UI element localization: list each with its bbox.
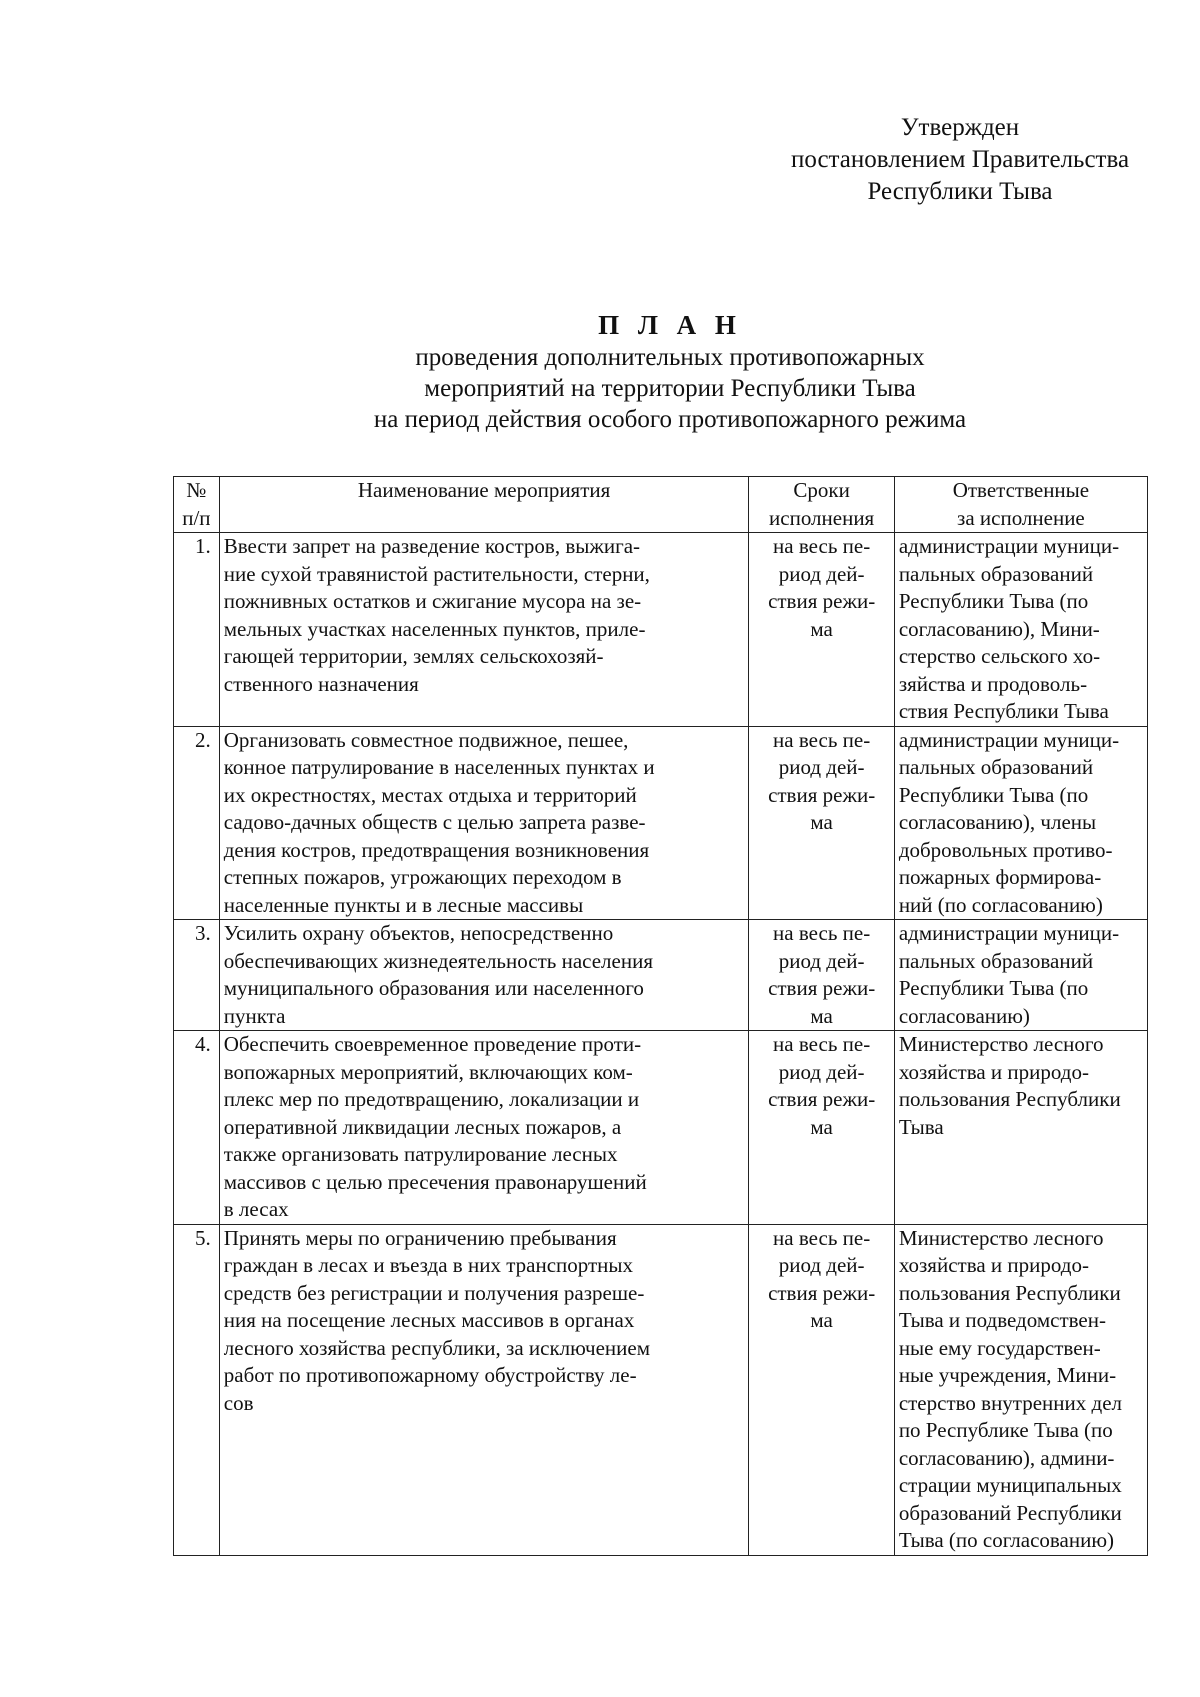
measure-name-line: гающей территории, землях сельскохозяй- bbox=[223, 644, 604, 668]
measure-name-line: их окрестностях, местах отдыха и территорий bbox=[223, 782, 637, 807]
measure-name-line: лесного хозяйства республики, за исключением bbox=[223, 1335, 650, 1360]
measure-responsible-line: согласованию), админи- bbox=[898, 1445, 1115, 1470]
measure-responsible-line: согласованию) bbox=[898, 1003, 1030, 1028]
measure-name-line: муниципального образования или населенного bbox=[223, 976, 644, 1000]
measure-term-line: риод дей- bbox=[778, 948, 865, 973]
measure-name-line: в лесах bbox=[223, 1197, 289, 1221]
measure-name-line: дения костров, предотвращения возникновения bbox=[223, 837, 650, 862]
measure-name-line: ния на посещение лесных массивов в органах bbox=[223, 1308, 635, 1332]
measure-name-line: Принять меры по ограничению пребывания bbox=[223, 1225, 617, 1250]
measure-responsible-cell bbox=[894, 1031, 1147, 1225]
measure-name-line: работ по противопожарному обустройству ле- bbox=[223, 1363, 637, 1387]
measure-responsible-line: пальных образований bbox=[898, 755, 1094, 779]
row-number: 4. bbox=[195, 1032, 211, 1056]
measure-responsible-line: страции муниципальных bbox=[898, 1473, 1122, 1497]
measure-name-line: сов bbox=[223, 1390, 254, 1415]
measure-term-line: риод дей- bbox=[778, 755, 865, 779]
table-row bbox=[174, 920, 1148, 1031]
approval-stamp bbox=[760, 112, 1160, 208]
measure-name-cell bbox=[219, 533, 749, 727]
measure-responsible-line: ные ему государствен- bbox=[898, 1335, 1101, 1360]
measure-term-line: риод дей- bbox=[778, 1253, 865, 1277]
row-number-cell bbox=[174, 920, 220, 1031]
measure-name-line: Усилить охрану объектов, непосредственно bbox=[223, 921, 614, 945]
table-row bbox=[174, 533, 1148, 727]
header-term bbox=[749, 477, 894, 533]
measure-name-line: Ввести запрет на разведение костров, выжига- bbox=[223, 534, 641, 558]
header-num bbox=[174, 477, 220, 533]
measure-term-line: ма bbox=[810, 1114, 833, 1139]
measure-responsible-cell bbox=[894, 1224, 1147, 1555]
approval-line-3: Республики Тыва bbox=[867, 178, 1053, 205]
table-row bbox=[174, 1031, 1148, 1225]
table-header-row bbox=[174, 477, 1148, 533]
plan-table-body bbox=[174, 533, 1148, 1556]
row-number: 2. bbox=[195, 727, 211, 752]
measure-term-line: на весь пе- bbox=[773, 1225, 871, 1250]
title-main: П Л А Н bbox=[598, 310, 742, 340]
measure-name-line: оперативной ликвидации лесных пожаров, а bbox=[223, 1114, 622, 1139]
measure-name-line: плекс мер по предотвращению, локализации и bbox=[223, 1087, 640, 1111]
measure-responsible-line: пальных образований bbox=[898, 561, 1094, 586]
measure-responsible-line: администрации муници- bbox=[898, 921, 1120, 945]
measure-responsible-line: ний (по согласованию) bbox=[898, 892, 1103, 917]
measure-responsible-line: Республики Тыва (по bbox=[898, 589, 1089, 613]
measure-responsible-line: хозяйства и природо- bbox=[898, 1253, 1089, 1277]
measure-responsible-line: согласованию), члены bbox=[898, 810, 1097, 834]
measure-responsible-line: Министерство лесного bbox=[898, 1225, 1104, 1250]
measure-term-line: ма bbox=[810, 616, 833, 641]
measure-responsible-line: зяйства и продоволь- bbox=[898, 671, 1088, 696]
measure-responsible-line: пожарных формирова- bbox=[898, 865, 1102, 889]
header-term-line: исполнения bbox=[769, 505, 875, 530]
measure-name-line: вопожарных мероприятий, включающих ком- bbox=[223, 1059, 633, 1084]
measure-term-line: на весь пе- bbox=[773, 1032, 871, 1056]
measure-term-line: на весь пе- bbox=[773, 921, 871, 945]
measure-name-line: обеспечивающих жизнедеятельность населения bbox=[223, 948, 653, 973]
measure-responsible-line: Министерство лесного bbox=[898, 1032, 1104, 1056]
measure-responsible-line: пользования Республики bbox=[898, 1087, 1121, 1111]
measure-name-line: пожнивных остатков и сжигание мусора на зе- bbox=[223, 589, 642, 613]
header-resp-line: Ответственные bbox=[952, 478, 1090, 502]
title-line-2: мероприятий на территории Республики Тыва bbox=[424, 375, 916, 402]
measure-term-cell bbox=[749, 1224, 894, 1555]
measure-responsible-line: Республики Тыва (по bbox=[898, 782, 1089, 807]
measure-responsible-line: Тыва (по согласованию) bbox=[898, 1528, 1115, 1552]
header-resp-line: за исполнение bbox=[957, 505, 1085, 530]
measure-term-cell bbox=[749, 920, 894, 1031]
measure-name-line: ственного назначения bbox=[223, 671, 419, 696]
table-row bbox=[174, 1224, 1148, 1555]
measure-responsible-line: образований Республики bbox=[898, 1500, 1122, 1525]
header-resp bbox=[894, 477, 1147, 533]
measure-term-cell bbox=[749, 533, 894, 727]
measure-name-cell bbox=[219, 920, 749, 1031]
measure-name-cell bbox=[219, 1031, 749, 1225]
measure-name-cell bbox=[219, 726, 749, 920]
measure-name-line: массивов с целью пресечения правонарушений bbox=[223, 1169, 647, 1194]
measure-name-line: мельных участках населенных пунктов, приле- bbox=[223, 616, 646, 641]
row-number-cell bbox=[174, 1224, 220, 1555]
measure-term-line: ствия режи- bbox=[768, 589, 876, 613]
measure-responsible-line: ствия Республики Тыва bbox=[898, 699, 1109, 723]
measure-responsible-line: ные учреждения, Мини- bbox=[898, 1363, 1117, 1387]
row-number: 3. bbox=[195, 921, 211, 945]
title-line-3: на период действия особого противопожарного режима bbox=[373, 406, 967, 433]
measure-name-line: ние сухой травянистой растительности, стерни, bbox=[223, 561, 650, 586]
measure-responsible-line: Республики Тыва (по bbox=[898, 976, 1089, 1000]
measure-name-line: населенные пункты и в лесные массивы bbox=[223, 892, 584, 917]
measure-term-line: ма bbox=[810, 1308, 833, 1332]
measure-name-line: граждан в лесах и въезда в них транспортных bbox=[223, 1253, 634, 1277]
approval-line-1: Утвержден bbox=[900, 114, 1020, 141]
measure-term-line: ствия режи- bbox=[768, 976, 876, 1000]
measure-responsible-line: пользования Республики bbox=[898, 1280, 1121, 1305]
header-num-line: п/п bbox=[182, 505, 211, 530]
measure-name-line: конное патрулирование в населенных пунктах и bbox=[223, 755, 655, 779]
measure-term-line: на весь пе- bbox=[773, 534, 871, 558]
measure-responsible-line: стерство внутренних дел bbox=[898, 1390, 1123, 1415]
header-name-line: Наименование мероприятия bbox=[357, 478, 611, 502]
measure-term-line: ма bbox=[810, 1003, 833, 1028]
document-title bbox=[200, 308, 1140, 435]
measure-responsible-line: хозяйства и природо- bbox=[898, 1059, 1089, 1084]
measure-responsible-line: согласованию), Мини- bbox=[898, 616, 1100, 641]
measure-term-line: ствия режи- bbox=[768, 1087, 876, 1111]
measure-term-line: на весь пе- bbox=[773, 727, 871, 752]
measure-name-line: средств без регистрации и получения разреше- bbox=[223, 1280, 645, 1305]
row-number-cell bbox=[174, 726, 220, 920]
plan-table bbox=[173, 476, 1148, 1556]
measure-responsible-cell bbox=[894, 920, 1147, 1031]
measure-term-cell bbox=[749, 1031, 894, 1225]
row-number-cell bbox=[174, 1031, 220, 1225]
measure-responsible-line: администрации муници- bbox=[898, 534, 1120, 558]
measure-responsible-line: Тыва и подведомствен- bbox=[898, 1308, 1106, 1332]
measure-name-line: пункта bbox=[223, 1003, 286, 1028]
measure-term-line: риод дей- bbox=[778, 1059, 865, 1084]
row-number-cell bbox=[174, 533, 220, 727]
measure-term-line: ма bbox=[810, 810, 833, 834]
measure-term-line: ствия режи- bbox=[768, 1280, 876, 1305]
table-row bbox=[174, 726, 1148, 920]
measure-responsible-line: добровольных противо- bbox=[898, 837, 1113, 862]
measure-responsible-line: стерство сельского хо- bbox=[898, 644, 1101, 668]
header-num-line: № bbox=[186, 478, 207, 502]
measure-term-line: ствия режи- bbox=[768, 782, 876, 807]
measure-term-cell bbox=[749, 726, 894, 920]
title-line-1: проведения дополнительных противопожарных bbox=[415, 344, 925, 371]
measure-name-line: степных пожаров, угрожающих переходом в bbox=[223, 865, 622, 889]
approval-line-2: постановлением Правительства bbox=[790, 146, 1130, 173]
measure-name-line: Организовать совместное подвижное, пешее, bbox=[223, 727, 629, 752]
row-number: 1. bbox=[195, 534, 211, 558]
measure-name-cell bbox=[219, 1224, 749, 1555]
row-number: 5. bbox=[195, 1225, 211, 1250]
measure-responsible-line: администрации муници- bbox=[898, 727, 1120, 752]
header-name bbox=[219, 477, 749, 533]
measure-responsible-line: пальных образований bbox=[898, 948, 1094, 973]
header-term-line: Сроки bbox=[793, 478, 850, 502]
measure-responsible-cell bbox=[894, 726, 1147, 920]
measure-responsible-cell bbox=[894, 533, 1147, 727]
measure-responsible-line: Тыва bbox=[898, 1114, 944, 1139]
measure-responsible-line: по Республике Тыва (по bbox=[898, 1418, 1113, 1442]
measure-term-line: риод дей- bbox=[778, 561, 865, 586]
measure-name-line: Обеспечить своевременное проведение проти- bbox=[223, 1032, 642, 1056]
measure-name-line: садово-дачных обществ с целью запрета разве- bbox=[223, 810, 646, 834]
measure-name-line: также организовать патрулирование лесных bbox=[223, 1142, 618, 1166]
